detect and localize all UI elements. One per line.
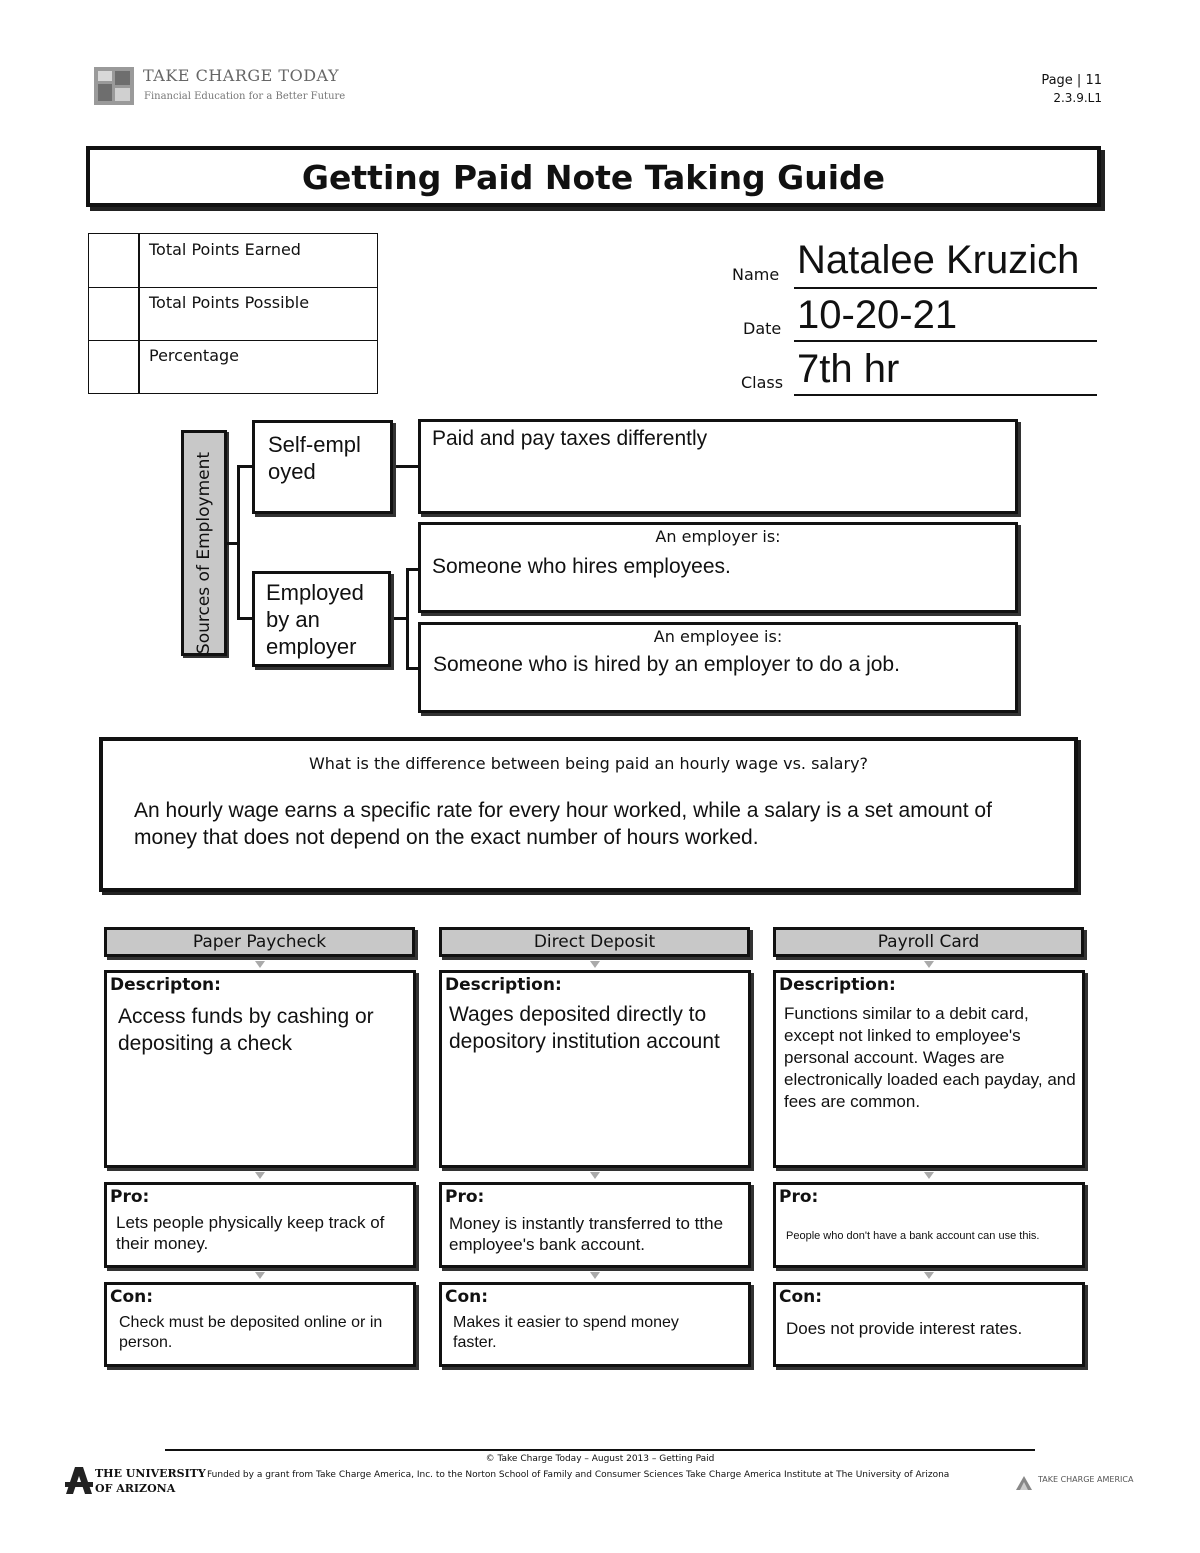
logo-mark-icon [93, 66, 135, 106]
score-row-1 [89, 234, 377, 288]
payroll-card-description-box [773, 970, 1085, 1168]
arrow-down-icon [924, 961, 934, 968]
paper-paycheck-con-box [104, 1282, 416, 1367]
wage-question: What is the difference between being paid an hourly wage vs. salary? [308, 754, 869, 773]
con-label: Con: [779, 1287, 823, 1307]
footer-funding: Funded by a grant from Take Charge America, Inc. to the Norton School of Family and Consumer Sciences Take Charge America Institute at The University of Arizona [207, 1470, 950, 1480]
method-description[interactable]: Access funds by cashing or depositing a check [118, 1005, 374, 1055]
footer-copyright: © Take Charge Today – August 2013 – Getting Paid [485, 1454, 715, 1464]
name-label: Name [732, 265, 780, 284]
arrow-down-icon [255, 1172, 265, 1179]
brand-logo [93, 66, 353, 108]
page-number: Page | 11 [1041, 73, 1102, 88]
tca-logo [1014, 1470, 1144, 1494]
title-box [86, 146, 1101, 207]
method-description[interactable]: Functions similar to a debit card, except not linked to employee's personal account. Wages are electronically loaded each payday, and fees are common. [784, 1004, 1076, 1111]
footer-rule [165, 1449, 1035, 1451]
description-label: Description: [779, 975, 896, 995]
ua-logo-line2: OF ARIZONA [95, 1482, 176, 1495]
arrow-down-icon [590, 1272, 600, 1279]
score-row-2 [89, 288, 377, 341]
direct-deposit-description-box [439, 970, 751, 1168]
score-row-label: Total Points Possible [149, 293, 310, 312]
ua-logo [64, 1465, 206, 1497]
pro-label: Pro: [779, 1187, 819, 1207]
sources-vertical-box [181, 430, 227, 656]
employee-box [418, 622, 1018, 713]
tca-logo-mark-icon [1014, 1472, 1034, 1492]
date-field[interactable]: 10-20-21 [797, 293, 958, 337]
self-employed-note[interactable]: Paid and pay taxes differently [432, 427, 708, 450]
arrow-down-icon [255, 961, 265, 968]
wage-answer[interactable]: An hourly wage earns a specific rate for every hour worked, while a salary is a set amount of money that does not depend on the exact number of hours worked. [134, 799, 992, 849]
direct-deposit-con-box [439, 1282, 751, 1367]
direct-deposit-header [439, 927, 750, 957]
paper-paycheck-pro-box [104, 1182, 416, 1268]
arrow-down-icon [590, 961, 600, 968]
pro-label: Pro: [110, 1187, 150, 1207]
wage-question-box [99, 737, 1078, 892]
employed-box [252, 571, 391, 667]
con-label: Con: [110, 1287, 154, 1307]
method-pro[interactable]: Lets people physically keep track of their money. [116, 1213, 385, 1253]
arrow-down-icon [924, 1272, 934, 1279]
description-label: Descripton: [110, 975, 221, 995]
connector [391, 617, 406, 620]
self-employed-note-box [418, 419, 1018, 514]
score-row-3 [89, 341, 377, 393]
ua-logo-mark-icon [64, 1465, 94, 1495]
name-underline [794, 287, 1097, 289]
method-con[interactable]: Does not provide interest rates. [786, 1319, 1023, 1338]
tca-logo-text: TAKE CHARGE AMERICA [1038, 1475, 1134, 1484]
payroll-card-pro-box [773, 1182, 1085, 1268]
method-title: Direct Deposit [533, 932, 656, 952]
method-title: Payroll Card [877, 932, 980, 952]
arrow-down-icon [924, 1172, 934, 1179]
method-pro[interactable]: Money is instantly transferred to tthe employee's bank account. [449, 1214, 724, 1254]
employer-answer[interactable]: Someone who hires employees. [432, 555, 731, 578]
score-table [88, 233, 378, 394]
page-code: 2.3.9.L1 [1053, 91, 1102, 105]
class-field[interactable]: 7th hr [797, 347, 900, 391]
payroll-card-header [773, 927, 1084, 957]
connector [227, 542, 237, 545]
method-con[interactable]: Makes it easier to spend money faster. [453, 1314, 679, 1351]
brand-tagline: Financial Education for a Better Future [144, 91, 346, 102]
arrow-down-icon [590, 1172, 600, 1179]
page-title: Getting Paid Note Taking Guide [301, 158, 886, 197]
class-label: Class [741, 373, 784, 392]
self-employed-box [252, 420, 393, 514]
employer-box [418, 522, 1018, 613]
connector [237, 465, 240, 619]
sources-vertical-label: Sources of Employment [194, 451, 214, 655]
connector [237, 465, 252, 468]
ua-logo-line1: THE UNIVERSITY [95, 1467, 206, 1480]
con-label: Con: [445, 1287, 489, 1307]
date-underline [794, 340, 1097, 342]
score-row-label: Percentage [149, 346, 240, 365]
score-row-label: Total Points Earned [149, 240, 301, 259]
name-field[interactable]: Natalee Kruzich [797, 238, 1080, 282]
arrow-down-icon [255, 1272, 265, 1279]
pro-label: Pro: [445, 1187, 485, 1207]
employed-label: Employed by an employer [266, 580, 364, 659]
method-con[interactable]: Check must be deposited online or in person. [119, 1314, 383, 1351]
connector [237, 617, 252, 620]
paper-paycheck-header [104, 927, 415, 957]
method-description[interactable]: Wages deposited directly to depository institution account [449, 1003, 720, 1053]
date-label: Date [743, 319, 782, 338]
payroll-card-con-box [773, 1282, 1085, 1367]
employer-heading: An employer is: [655, 527, 781, 546]
brand-title: TAKE CHARGE TODAY [143, 66, 339, 85]
direct-deposit-pro-box [439, 1182, 751, 1268]
employee-answer[interactable]: Someone who is hired by an employer to do a job. [433, 653, 900, 676]
method-title: Paper Paycheck [192, 932, 327, 952]
class-underline [794, 394, 1097, 396]
method-pro[interactable]: People who don't have a bank account can use this. [786, 1230, 1040, 1242]
description-label: Description: [445, 975, 562, 995]
connector [393, 465, 419, 468]
connector [406, 568, 409, 669]
self-employed-label: Self-empl oyed [268, 432, 361, 484]
employee-heading: An employee is: [653, 627, 783, 646]
paper-paycheck-description-box [104, 970, 416, 1168]
